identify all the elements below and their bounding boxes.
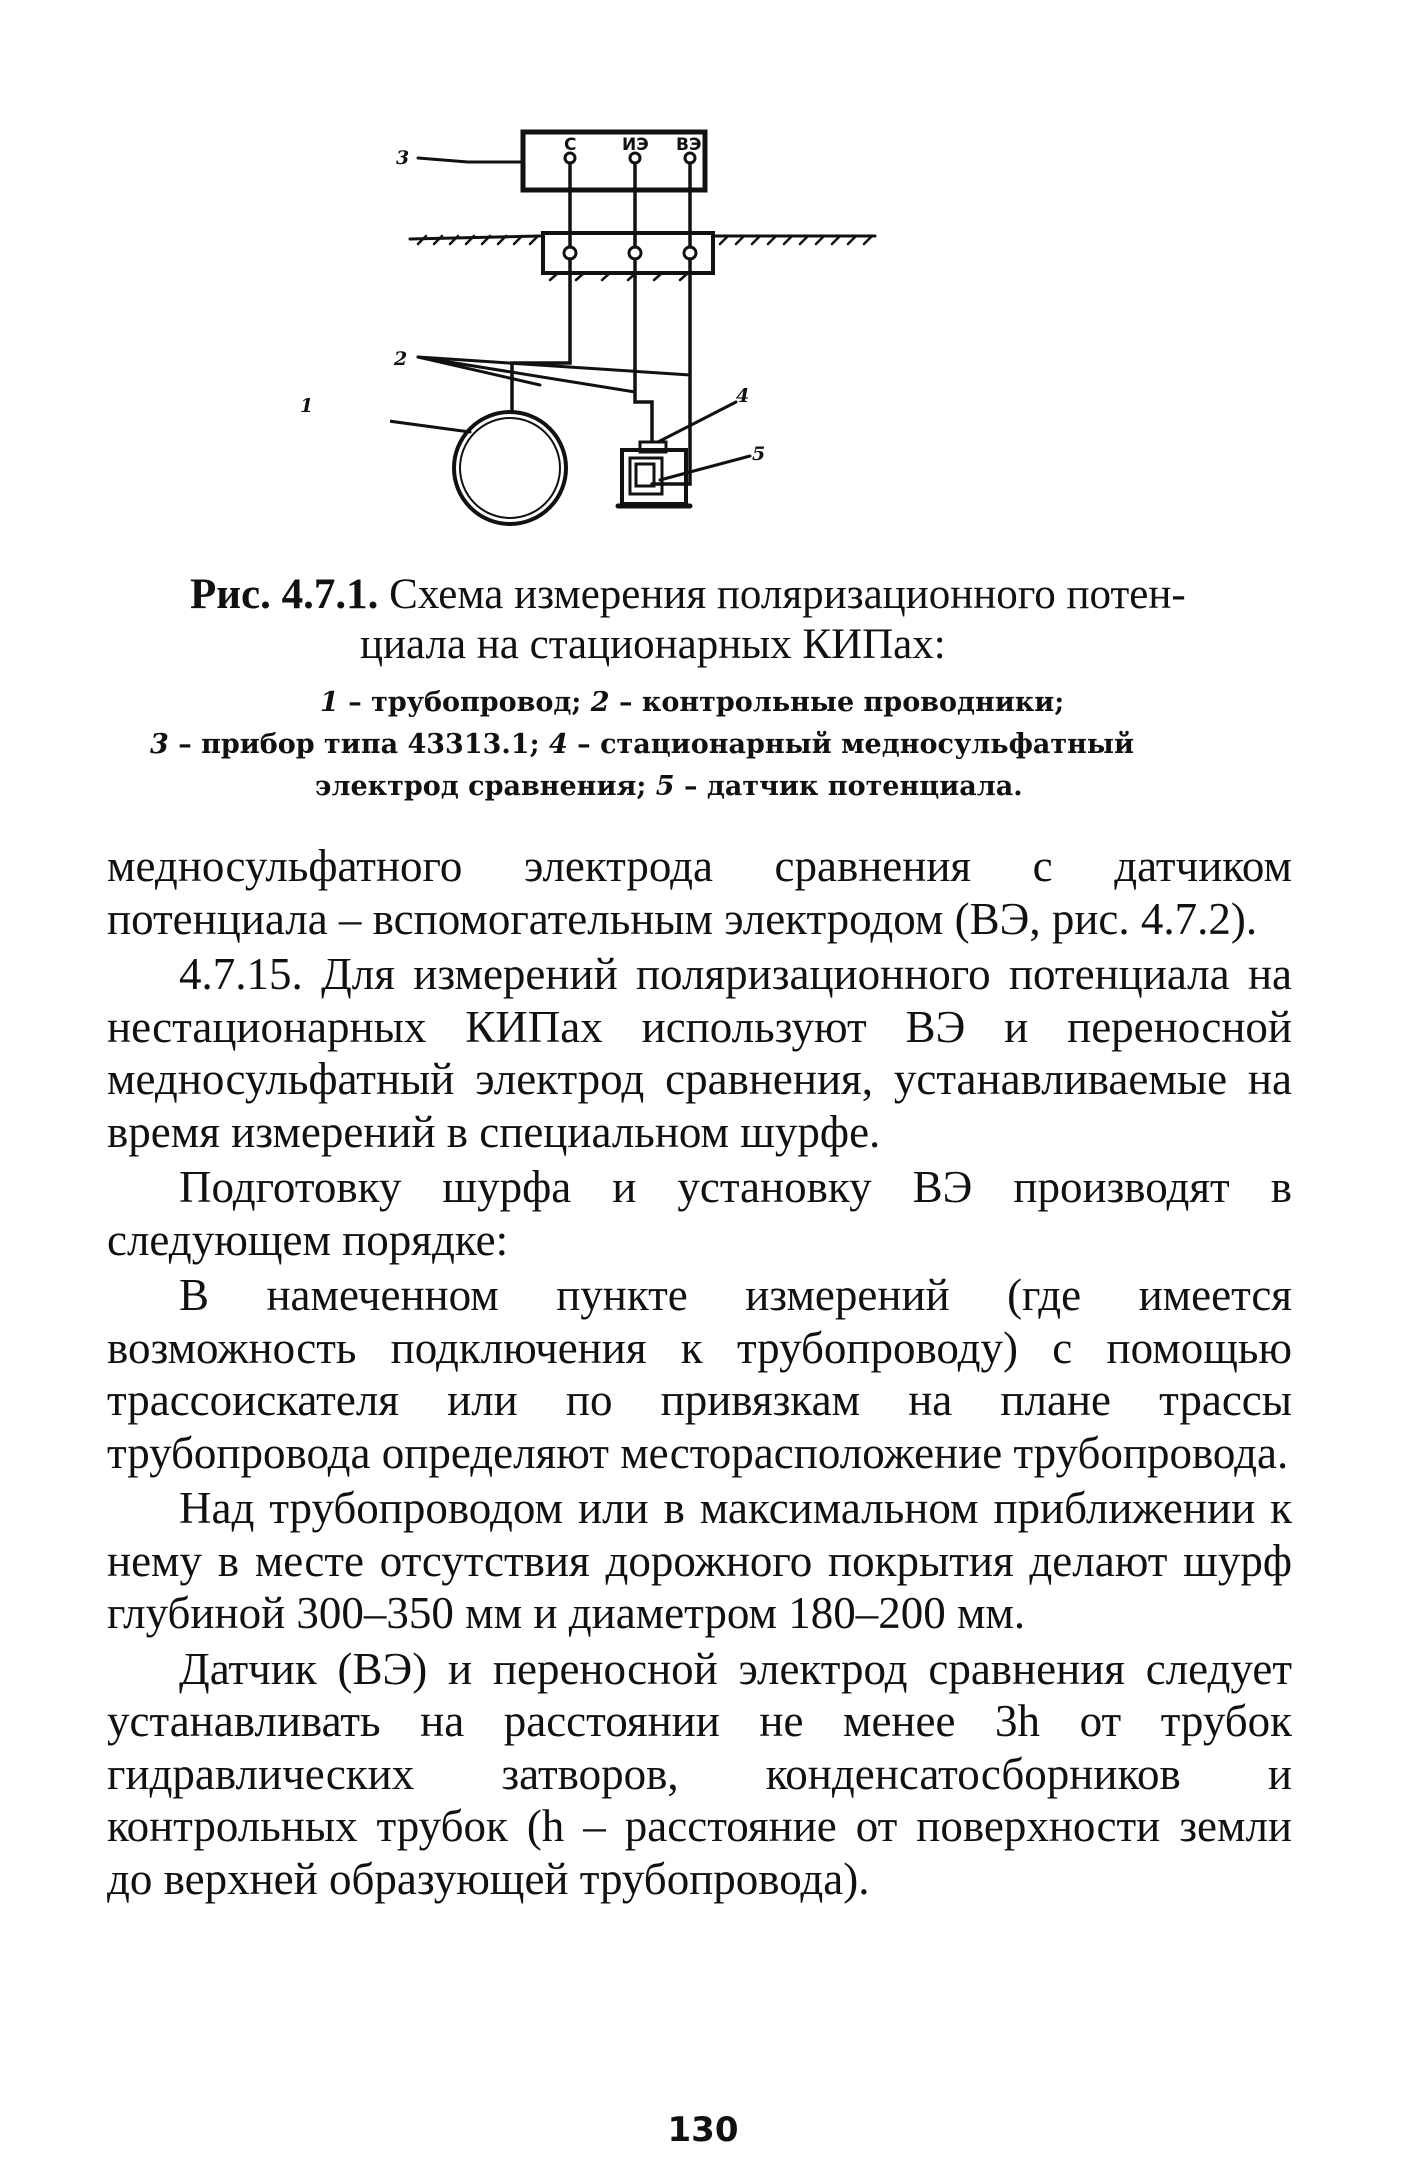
device-label-c: С — [564, 135, 577, 155]
control-wire-pipe — [512, 259, 570, 412]
caption-title-line-2: циала на стационарных КИПах: — [360, 621, 946, 668]
page-number: 130 — [667, 2110, 739, 2150]
caption-title-text: Схема измерения поляризационного потен- — [378, 571, 1186, 618]
legend-text: – прибор типа 43313.1; — [168, 729, 549, 760]
measurement-schematic-figure — [390, 120, 950, 560]
box-terminal — [684, 247, 696, 259]
device-label-ve: ВЭ — [676, 135, 702, 155]
control-wire-electrode — [635, 259, 652, 440]
device-label-ie: ИЭ — [622, 135, 649, 155]
legend-number: 1 — [320, 687, 339, 718]
legend-number: 5 — [655, 771, 675, 802]
legend-number: 3 — [150, 729, 169, 760]
schematic-drawing — [390, 120, 950, 560]
pipeline-cross-section — [454, 412, 566, 524]
legend-number: 4 — [548, 729, 568, 760]
caption-label: Рис. 4.7.1. — [190, 571, 379, 618]
paragraph: Датчик (ВЭ) и переносной электрод сравнения следует устанавливать на расстоянии не менее 3h от трубок гидравлических затворов, конденсатосборников и контрольных трубок (h – расстояние от поверхности земли до верхней образующей трубопровода). — [107, 1643, 1292, 1904]
callout-2: 2 — [394, 348, 408, 370]
legend-text: – датчик потенциала. — [674, 771, 1023, 802]
box-terminal — [629, 247, 641, 259]
callout-4: 4 — [736, 385, 750, 407]
legend-text: – контрольные проводники; — [609, 687, 1065, 718]
legend-text: – стационарный медносульфатный — [567, 729, 1135, 760]
legend-text: – трубопровод; — [338, 687, 591, 718]
callout-3: 3 — [396, 147, 410, 169]
caption-legend — [110, 682, 1310, 808]
legend-line — [315, 766, 1310, 808]
box-terminal — [564, 247, 576, 259]
legend-line — [150, 724, 1310, 766]
legend-line — [320, 682, 1310, 724]
paragraph: Над трубопроводом или в максимальном приближении к нему в месте отсутствия дорожного покрытия делают шурф глубиной 300–350 мм и диаметром 180–200 мм. — [107, 1483, 1292, 1638]
legend-number: 2 — [590, 687, 610, 718]
paragraph: Подготовку шурфа и установку ВЭ производят в следующем порядке: — [107, 1162, 1292, 1265]
callout-1: 1 — [300, 395, 314, 417]
paragraph: 4.7.15. Для измерений поляризационного потенциала на нестационарных КИПах используют ВЭ и переносной медносульфатный электрод сравнения, устанавливаемые на время измерений в специальном шурфе. — [107, 949, 1292, 1157]
caption-title-line-1 — [190, 570, 1310, 620]
figure-caption — [110, 570, 1310, 808]
legend-text: электрод сравнения; — [315, 771, 656, 802]
paragraph: В намеченном пункте измерений (где имеется возможность подключения к трубопроводу) с помощью трассоискателя или по привязкам на плане трассы трубопровода определяют месторасположение трубопровода. — [107, 1270, 1292, 1478]
paragraph: медносульфатного электрода сравнения с датчиком потенциала – вспомогательным электродом (ВЭ, рис. 4.7.2). — [107, 841, 1292, 944]
callout-5: 5 — [752, 443, 766, 465]
body-text — [107, 840, 1292, 1908]
